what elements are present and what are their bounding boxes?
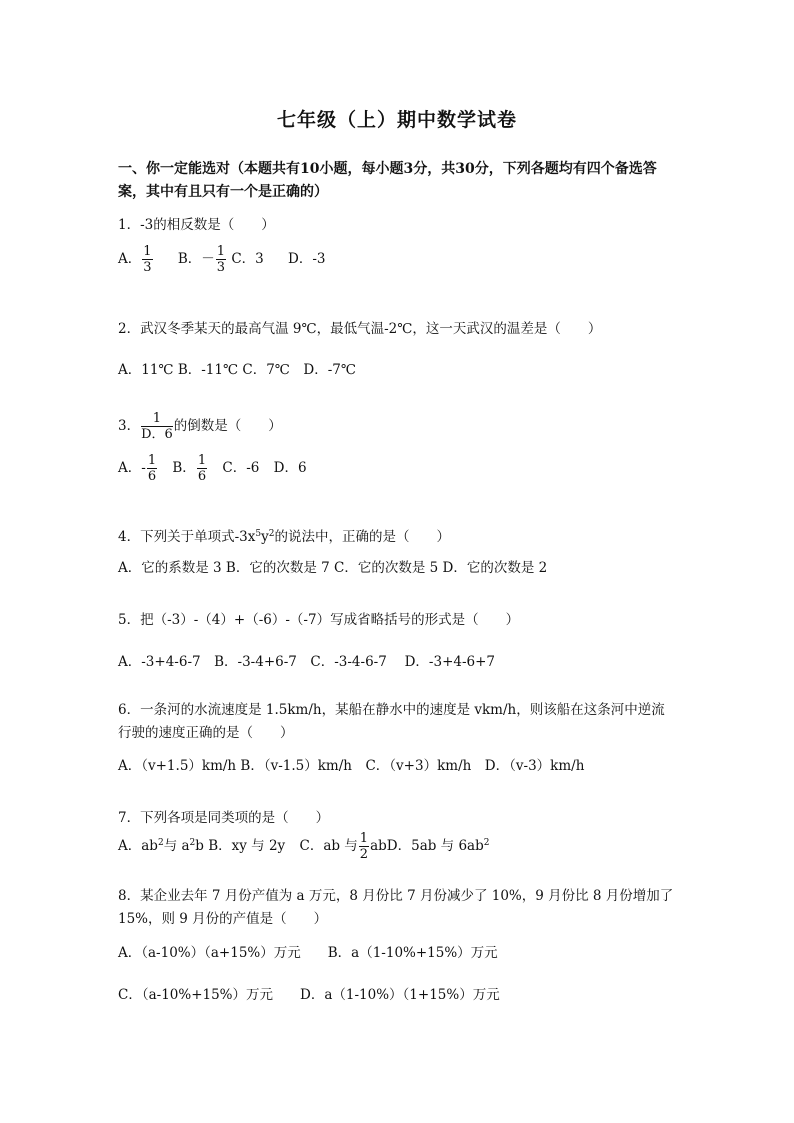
question-3-stem: 3． $\frac{1}{D.6}$ 的倒数是（ ） [118, 411, 282, 442]
question-8-options-cd: C．（a-10%+15%）万元 D．a（1-10%）（1+15%）万元 [118, 987, 500, 1003]
question-5-stem: 5．把（-3）-（4）+（-6）-（-7）写成省略括号的形式是（ ） [118, 612, 520, 628]
question-3-options: A．- $\frac{1}{6}$ B． $\frac{1}{6}$ C．-6 D．6 [118, 453, 307, 484]
question-8-options-ab: A．（a-10%）（a+15%）万元 B．a（1-10%+15%）万元 [118, 945, 498, 961]
question-2-options: A．11℃ B．-11℃ C．7℃ D．-7℃ [118, 362, 356, 378]
fraction: $\frac{1}{6}$ [147, 453, 157, 484]
question-1-stem: 1．-3的相反数是（ ） [118, 217, 275, 233]
question-7-options: A．$ab^2$与 $a^2b$ B．xy 与 2y C．ab 与 $\frac{1}{2}$ abD．5ab 与 $6ab^2$ [118, 831, 490, 862]
section-heading: 一、你一定能选对（本题共有10小题，每小题3分，共30分，下列各题均有四个备选答案，其中有且只有一个是正确的） [118, 161, 657, 200]
question-6-options: A．（v+1.5）km/h B．（v-1.5）km/h C．（v+3）km/h D．（v-3）km/h [118, 758, 585, 774]
question-4-stem: 4．下列关于单项式$-3x^5y^2$的说法中，正确的是（ ） [118, 529, 450, 545]
question-8-stem: 8．某企业去年 7 月份产值为 a 万元，8 月份比 7 月份减少了 10%，9 月份比 8 月份增加了 15%，则 9 月份的产值是（ ） [118, 888, 674, 927]
question-1-options: A． $\frac{1}{3}$ B．－ $\frac{1}{3}$ C．3 D．-3 [118, 244, 326, 275]
fraction: $\frac{1}{D.6}$ [141, 411, 173, 442]
page-title: 七年级（上）期中数学试卷 [276, 109, 517, 131]
question-7-stem: 7．下列各项是同类项的是（ ） [118, 810, 330, 826]
question-6-stem: 6．一条河的水流速度是 1.5km/h，某船在静水中的速度是 vkm/h，则该船在这条河中逆流行驶的速度正确的是（ ） [118, 702, 665, 741]
question-5-options: A．-3+4-6-7 B．-3-4+6-7 C．-3-4-6-7 D．-3+4-6+7 [118, 654, 496, 670]
fraction: $\frac{1}{3}$ [143, 244, 152, 275]
question-4-options: A．它的系数是 3 B．它的次数是 7 C．它的次数是 5 D．它的次数是 2 [118, 560, 548, 576]
fraction: $\frac{1}{6}$ [197, 453, 207, 484]
fraction: $\frac{1}{2}$ [359, 831, 369, 862]
fraction: $\frac{1}{3}$ [216, 244, 226, 275]
question-2-stem: 2．武汉冬季某天的最高气温 9℃，最低气温-2℃，这一天武汉的温差是（ ） [118, 321, 602, 337]
